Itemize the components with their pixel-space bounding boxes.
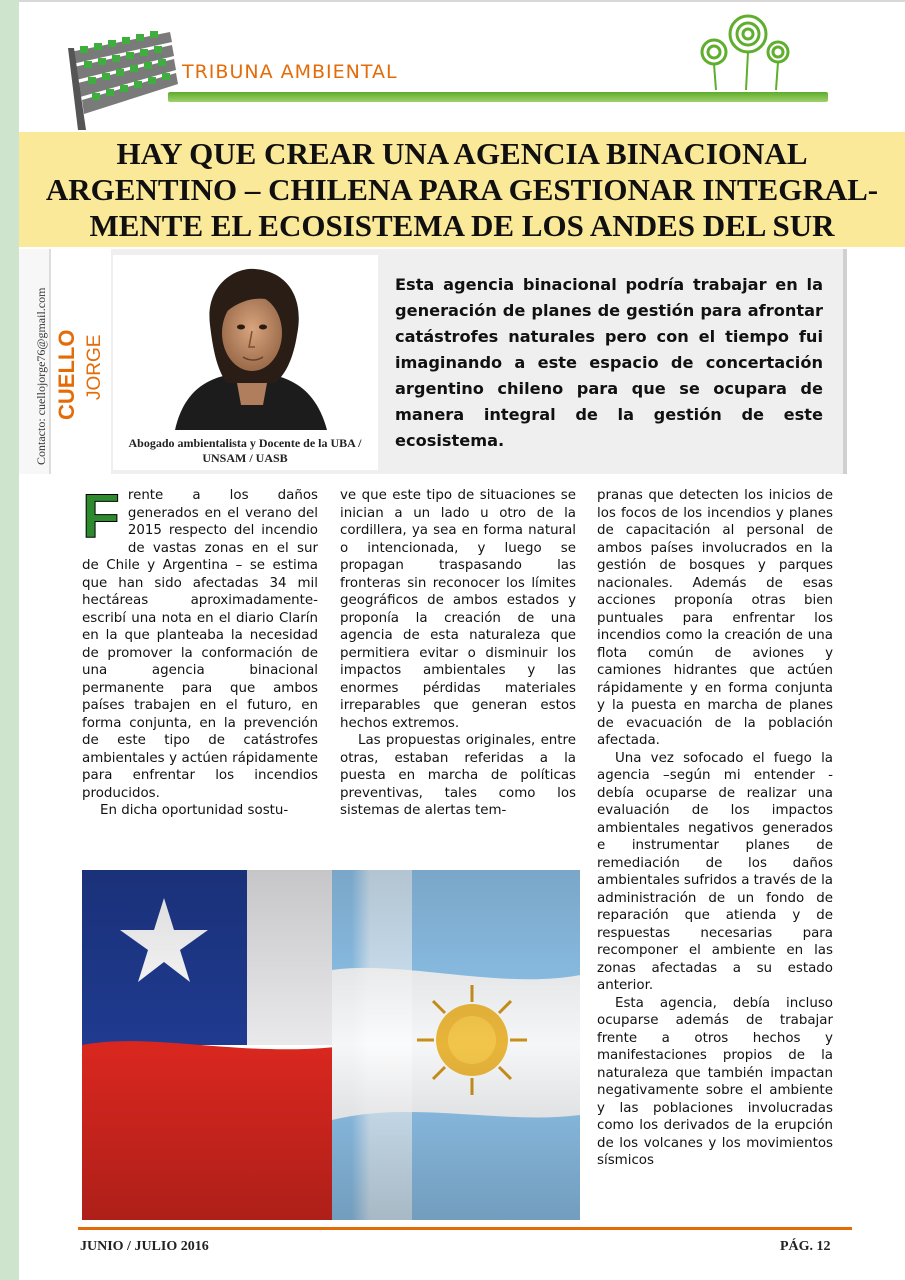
- paragraph: En dicha oportunidad sostu-: [100, 803, 289, 818]
- trees-icon: [690, 12, 800, 92]
- author-caption: Abogado ambientalista y Docente de la UBA / UNSAM / UASB: [128, 436, 362, 465]
- page-number: PÁG. 12: [780, 1239, 831, 1254]
- stadium-seats-icon: [60, 12, 180, 130]
- author-portrait: [155, 265, 345, 430]
- paragraph: Esta agencia, debía incluso ocuparse además de trabajar frente a otros hechos y manifestaciones propios de la naturaleza que también impactan negativamente sobre el ambiente y las poblaciones involucradas como los derivados de la erupción de los volcanes y los movimientos sísmicos: [597, 995, 833, 1168]
- issue-date: JUNIO / JULIO 2016: [80, 1239, 209, 1254]
- paragraph: Las propuestas originales, entre otras, estaban referidas a la puesta en marcha de políticas preventivas, tales como los sistemas de alertas tem-: [340, 733, 576, 818]
- author-contact: Contacto: cuellojorge76@gmail.com: [34, 287, 48, 465]
- column-1: [82, 482, 318, 820]
- author-firstname: JORGE: [84, 334, 105, 400]
- chile-argentina-flags-image: [82, 870, 580, 1220]
- paragraph: pranas que detecten los inicios de los focos de los incendios y planes de capacitación al personal de ambos países involucrados en la gestión de bosques y parques nacionales. Además de esas acciones proponía otras bien puntuales para enfrentar los incendios como la creación de una flota común de aviones y camiones hidrantes que actúen rápidamente y en forma conjunta y la puesta en marcha de planes de evacuación de la población afectada.: [597, 488, 833, 748]
- footer-rule: [78, 1227, 852, 1230]
- column-3: [597, 487, 833, 1170]
- section-label: TRIBUNA AMBIENTAL: [182, 61, 398, 83]
- paragraph: rente a los daños generados en el verano del 2015 respecto del incendio de vastas zonas en el sur de Chile y Argentina – se estima que han sido afectadas 34 mil hectáreas aproximadamente- escribí una nota en el diario Clarín en la que planteaba la necesidad de promover la conformación de una agencia binacional permanente para que ambos países trabajen en el futuro, en forma conjunta, en la prevención de este tipo de catástrofes ambientales y actúen rápidamente para enfrentar los incendios producidos.: [82, 488, 318, 801]
- author-surname: CUELLO: [54, 329, 79, 420]
- column-2: [340, 487, 576, 820]
- paragraph: ve que este tipo de situaciones se inician a un lado u otro de la cordillera, ya sea en forma natural o intencionada, y luego se propagan traspasando las fronteras sin reconocer los límites geográficos de ambos estados y proponía la creación de una agencia de esta naturaleza que permitiera evitar o disminuir los impactos ambientales y las enormes pérdidas materiales irreparables que generan estos hechos extremos.: [340, 488, 576, 731]
- paragraph: Una vez sofocado el fuego la agencia –según mi entender - debía ocuparse de realizar una evaluación de los impactos ambientales negativos generados e instrumentar planes de remediación de los daños ambientales sufridos a través de la administración de un fondo de reparación que atienda y de respuestas necesarias para recomponer el ambiente en las zonas afectadas a su estado anterior.: [597, 750, 833, 993]
- header-bar: [168, 92, 828, 102]
- top-rule: [19, 0, 905, 2]
- lead-text: Esta agencia binacional podría trabajar en la generación de planes de gestión para afrontar catástrofes naturales pero con el tiempo fui imaginando a este espacio de concertación argentino chileno para que se ocupara de manera integral de la gestión de este ecosistema.: [395, 275, 823, 450]
- drop-cap: F: [82, 482, 120, 551]
- headline: HAY QUE CREAR UNA AGENCIA BINACIONAL ARGENTINO – CHILENA PARA GESTIONAR INTEGRAL-MENTE EL ECOSISTEMA DE LOS ANDES DEL SUR: [45, 136, 879, 243]
- left-color-rail: [0, 0, 19, 1280]
